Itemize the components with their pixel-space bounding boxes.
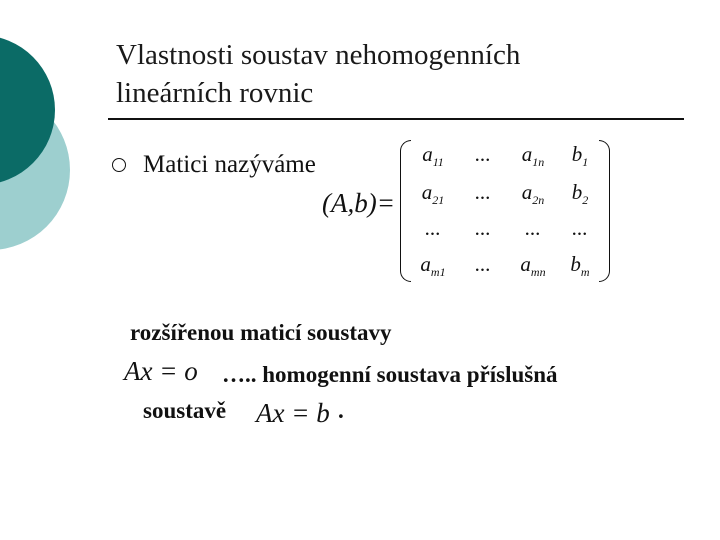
slide-title <box>116 36 676 112</box>
matrix-cell: $a_{2n}$ <box>521 180 545 208</box>
corresponding-system-text: soustavě <box>143 398 227 423</box>
intro-text: Matici nazýváme <box>143 151 316 178</box>
matrix-cell: $b_2$ <box>571 180 589 208</box>
matrix-cell: $b_1$ <box>571 142 589 170</box>
augmented-matrix-label: (A,b)= <box>322 188 395 218</box>
matrix-cell: ... <box>475 216 491 240</box>
decorative-circles <box>0 0 80 300</box>
matrix-cell: ... <box>572 216 588 240</box>
homogeneous-equation: Ax = o <box>124 356 198 386</box>
matrix-cell: $b_m$ <box>570 252 590 280</box>
matrix-cell: ... <box>525 216 541 240</box>
matrix-cell: $a_{m1}$ <box>420 252 446 280</box>
title-line-2: lineárních rovnic <box>116 77 314 109</box>
matrix-cell: $a_{11}$ <box>422 142 444 170</box>
nonhomogeneous-equation: Ax = b <box>256 398 330 428</box>
augmented-matrix-definition: rozšířenou maticí soustavy <box>130 320 392 345</box>
title-line-1: Vlastnosti soustav nehomogenních <box>116 39 521 71</box>
matrix-cell: ... <box>475 252 491 276</box>
matrix-cell: $a_{1n}$ <box>521 142 545 170</box>
homogeneous-system-text: ….. homogenní soustava příslušná <box>222 362 558 387</box>
sentence-period: . <box>338 398 344 423</box>
matrix-cell: $a_{21}$ <box>421 180 445 208</box>
title-divider <box>108 118 684 120</box>
bullet-circle-icon <box>112 158 126 172</box>
matrix-cell: ... <box>475 142 491 166</box>
matrix-cell: ... <box>475 180 491 204</box>
matrix-cell: ... <box>425 216 441 240</box>
matrix-cell: $a_{mn}$ <box>520 252 546 280</box>
augmented-matrix <box>400 140 610 280</box>
